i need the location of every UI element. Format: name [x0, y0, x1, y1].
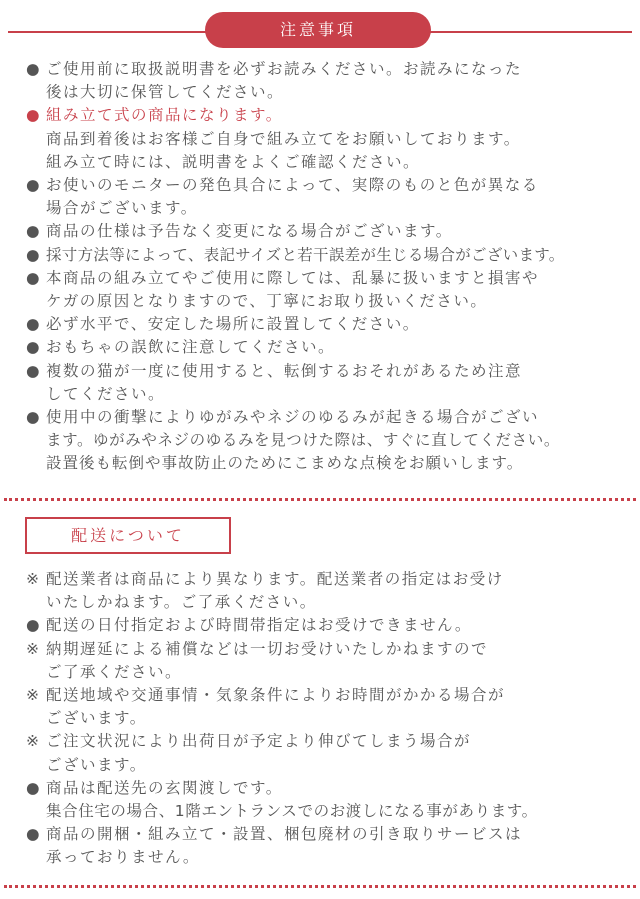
- shipping-line: いたしかねます。ご了承ください。: [46, 593, 317, 612]
- notes-list: [26, 58, 626, 476]
- bullet-icon: ●: [26, 616, 42, 635]
- note-line: 商品の仕様は予告なく変更になる場合がございます。: [46, 222, 453, 241]
- note-item-1: [26, 58, 626, 104]
- bullet-icon: ●: [26, 778, 42, 797]
- note-line: おもちゃの誤飲に注意してください。: [46, 338, 336, 357]
- bullet-icon: ●: [26, 176, 42, 195]
- shipping-line: 配送業者は商品により異なります。配送業者の指定はお受け: [46, 570, 504, 588]
- note-item-5: [26, 244, 626, 267]
- note-item-6: [26, 267, 626, 313]
- note-item-9: [26, 360, 626, 406]
- shipping-line: 承っておりません。: [46, 848, 200, 867]
- shipping-item-7: [26, 823, 626, 869]
- shipping-item-6: [26, 777, 626, 823]
- shipping-line: ご了承ください。: [46, 662, 183, 681]
- note-item-7: [26, 313, 626, 336]
- note-line: 採寸方法等によって、表記サイズと若干誤差が生じる場合がございます。: [46, 245, 565, 264]
- bullet-icon: ●: [26, 361, 42, 380]
- shipping-item-5: [26, 730, 626, 776]
- note-line: ます。ゆがみやネジのゆるみを見つけた際は、すぐに直してください。: [46, 431, 560, 450]
- note-mark-icon: ※: [26, 639, 41, 658]
- bullet-icon: ●: [26, 315, 42, 334]
- bullet-icon: ●: [26, 825, 42, 844]
- shipping-line: 配送の日付指定および時間帯指定はお受けできません。: [46, 616, 472, 635]
- section-divider: [4, 885, 636, 888]
- section-divider: [4, 498, 636, 501]
- bullet-icon: ●: [26, 338, 42, 357]
- shipping-line: 商品の開梱・組み立て・設置、梱包廃材の引き取りサービスは: [46, 825, 523, 844]
- note-line: 複数の猫が一度に使用すると、転倒するおそれがあるため注意: [46, 361, 523, 380]
- note-item-2: [26, 104, 626, 174]
- shipping-line: 商品は配送先の玄関渡しです。: [46, 778, 283, 797]
- shipping-item-3: [26, 638, 626, 684]
- bullet-icon: ●: [26, 60, 42, 78]
- shipping-heading: 配送について: [25, 517, 231, 554]
- note-item-3: [26, 174, 626, 220]
- shipping-item-1: [26, 568, 626, 614]
- note-line: ケガの原因となりますので、丁寧にお取り扱いください。: [46, 292, 488, 311]
- bullet-icon: ●: [26, 106, 42, 125]
- shipping-item-4: [26, 684, 626, 730]
- shipping-line: 納期遅延による補償などは一切お受けいたしかねますので: [46, 639, 489, 658]
- shipping-line: ご注文状況により出荷日が予定より伸びてしまう場合が: [46, 732, 472, 751]
- note-line: してください。: [46, 384, 166, 403]
- note-mark-icon: ※: [26, 732, 41, 751]
- note-mark-icon: ※: [26, 570, 41, 588]
- notes-heading: 注意事項: [205, 12, 431, 48]
- note-line: ご使用前に取扱説明書を必ずお読みください。お読みになった: [46, 60, 523, 78]
- shipping-line: 配送地域や交通事情・気象条件によりお時間がかかる場合が: [46, 686, 506, 705]
- note-line-highlight: 組み立て式の商品になります。: [46, 106, 283, 125]
- note-item-10: [26, 406, 626, 476]
- note-line: 組み立て時には、説明書をよくご確認ください。: [46, 152, 421, 171]
- note-item-4: [26, 220, 626, 243]
- shipping-list: [26, 568, 626, 870]
- note-line: 設置後も転倒や事故防止のためにこまめな点検をお願いします。: [46, 454, 524, 473]
- note-line: 商品到着後はお客様ご自身で組み立てをお願いしております。: [46, 129, 521, 148]
- note-line: 必ず水平で、安定した場所に設置してください。: [46, 315, 420, 334]
- note-line: 使用中の衝撃によりゆがみやネジのゆるみが起きる場合がござい: [46, 408, 540, 427]
- shipping-item-2: [26, 614, 626, 637]
- shipping-line: ございます。: [46, 755, 147, 774]
- note-line: 場合がございます。: [46, 199, 198, 218]
- note-line: 本商品の組み立てやご使用に際しては、乱暴に扱いますと損害や: [46, 268, 540, 287]
- shipping-line: ございます。: [46, 709, 147, 728]
- bullet-icon: ●: [26, 408, 42, 427]
- note-line: 後は大切に保管してください。: [46, 83, 285, 102]
- note-mark-icon: ※: [26, 686, 41, 705]
- shipping-line: 集合住宅の場合、1階エントランスでのお渡しになる事があります。: [46, 802, 538, 821]
- bullet-icon: ●: [26, 268, 42, 287]
- note-item-8: [26, 336, 626, 359]
- bullet-icon: ●: [26, 222, 42, 241]
- note-line: お使いのモニターの発色具合によって、実際のものと色が異なる: [46, 176, 539, 195]
- bullet-icon: ●: [26, 245, 42, 264]
